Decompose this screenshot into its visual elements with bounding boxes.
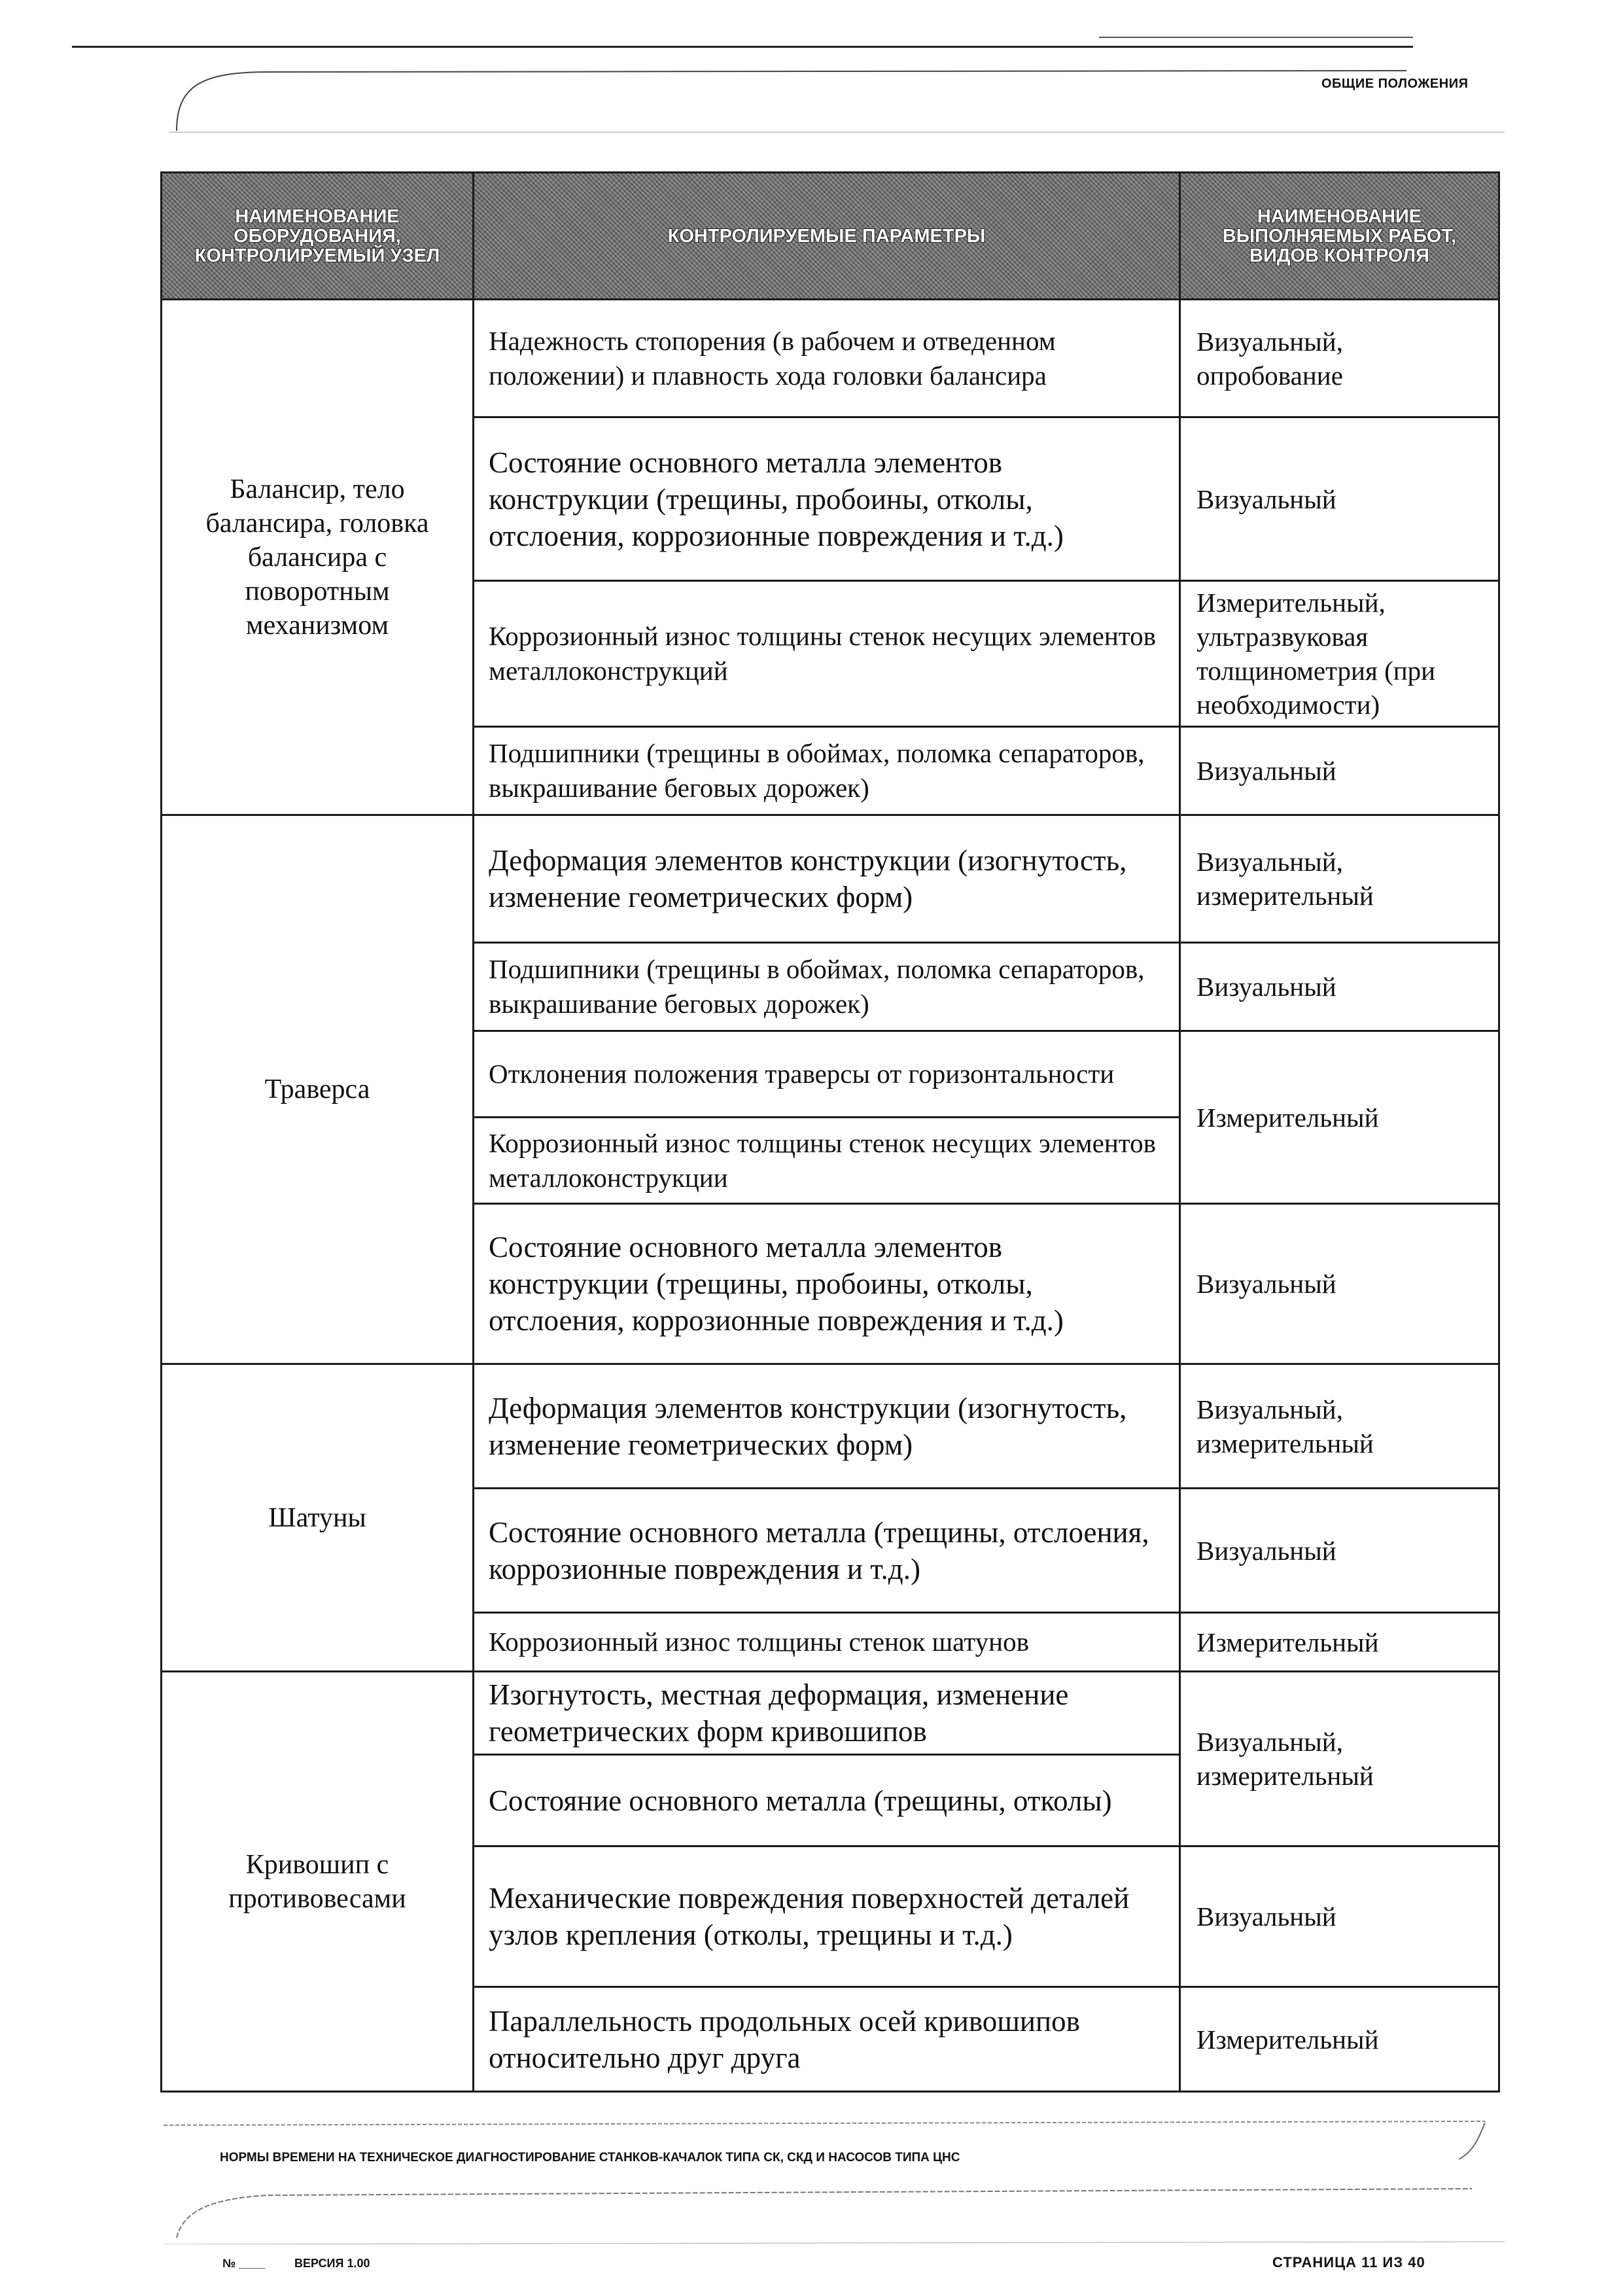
footer-frame — [164, 2113, 1505, 2244]
work-cell: Визуальный — [1180, 1846, 1499, 1987]
parameter-cell: Деформация элементов конструкции (изогнутость, изменение геометрических форм) — [474, 815, 1180, 943]
parameter-cell: Подшипники (трещины в обоймах, поломка сепараторов, выкрашивание беговых дорожек) — [474, 727, 1180, 815]
work-cell: Визуальный — [1180, 417, 1499, 581]
table-row — [162, 1672, 1499, 1755]
column-header-parameters: КОНТРОЛИРУЕМЫЕ ПАРАМЕТРЫ — [474, 173, 1180, 300]
table-row — [162, 815, 1499, 943]
parameter-cell: Коррозионный износ толщины стенок несущих элементов металлоконструкций — [474, 581, 1180, 727]
parameter-cell: Отклонения положения траверсы от горизонтальности — [474, 1031, 1180, 1118]
work-cell: Визуальный, измерительный — [1180, 1672, 1499, 1846]
header-rule-thin — [1099, 37, 1413, 38]
parameter-cell: Изогнутость, местная деформация, изменение геометрических форм кривошипов — [474, 1672, 1180, 1755]
work-cell: Визуальный, измерительный — [1180, 815, 1499, 943]
parameter-cell: Деформация элементов конструкции (изогнутость, изменение геометрических форм) — [474, 1364, 1180, 1489]
footer-page-info: СТРАНИЦА 11 ИЗ 40 — [1272, 2254, 1425, 2270]
table-row — [162, 300, 1499, 417]
footer-version: ВЕРСИЯ 1.00 — [294, 2257, 370, 2270]
header-rule — [72, 46, 1413, 48]
parameter-cell: Состояние основного металла (трещины, отслоения, коррозионные повреждения и т.д.) — [474, 1489, 1180, 1613]
parameter-cell: Состояние основного металла (трещины, отколы) — [474, 1755, 1180, 1846]
work-cell: Измерительный — [1180, 1031, 1499, 1204]
parameter-cell: Состояние основного металла элементов конструкции (трещины, пробоины, отколы, отслоения, коррозионные повреждения и т.д.) — [474, 1204, 1180, 1364]
work-cell: Измерительный — [1180, 1987, 1499, 2092]
work-cell: Измерительный, ультразвуковая толщинометрия (при необходимости) — [1180, 581, 1499, 727]
work-cell: Визуальный — [1180, 727, 1499, 815]
parameter-cell: Параллельность продольных осей кривошипов относительно друг друга — [474, 1987, 1180, 2092]
parameter-cell: Состояние основного металла элементов конструкции (трещины, пробоины, отколы, отслоения, коррозионные повреждения и т.д.) — [474, 417, 1180, 581]
footer-document-title: НОРМЫ ВРЕМЕНИ НА ТЕХНИЧЕСКОЕ ДИАГНОСТИРОВАНИЕ СТАНКОВ-КАЧАЛОК ТИПА СК, СКД И НАСОСОВ ТИПА ЦНС — [220, 2151, 960, 2164]
work-cell: Измерительный — [1180, 1613, 1499, 1672]
work-cell: Визуальный — [1180, 1204, 1499, 1364]
node-cell: Траверса — [162, 815, 474, 1364]
node-cell: Балансир, тело балансира, головка балансира с поворотным механизмом — [162, 300, 474, 815]
header-curve — [164, 59, 1505, 137]
work-cell: Визуальный, измерительный — [1180, 1364, 1499, 1489]
parameter-cell: Коррозионный износ толщины стенок несущих элементов металлоконструкции — [474, 1118, 1180, 1204]
table-header-row — [162, 173, 1499, 300]
footer-number-label: № ____ — [222, 2257, 266, 2270]
node-cell: Шатуны — [162, 1364, 474, 1672]
node-cell: Кривошип с противовесами — [162, 1672, 474, 2092]
column-header-node: НАИМЕНОВАНИЕ ОБОРУДОВАНИЯ, КОНТРОЛИРУЕМЫЙ УЗЕЛ — [162, 173, 474, 300]
inspection-table — [160, 171, 1500, 2093]
column-header-work: НАИМЕНОВАНИЕ ВЫПОЛНЯЕМЫХ РАБОТ, ВИДОВ КОНТРОЛЯ — [1180, 173, 1499, 300]
parameter-cell: Коррозионный износ толщины стенок шатунов — [474, 1613, 1180, 1672]
table-row — [162, 1364, 1499, 1489]
parameter-cell: Надежность стопорения (в рабочем и отведенном положении) и плавность хода головки балансира — [474, 300, 1180, 417]
work-cell: Визуальный — [1180, 943, 1499, 1031]
parameter-cell: Подшипники (трещины в обоймах, поломка сепараторов, выкрашивание беговых дорожек) — [474, 943, 1180, 1031]
parameter-cell: Механические повреждения поверхностей деталей узлов крепления (отколы, трещины и т.д.) — [474, 1846, 1180, 1987]
section-title: ОБЩИЕ ПОЛОЖЕНИЯ — [1321, 77, 1469, 91]
work-cell: Визуальный — [1180, 1489, 1499, 1613]
work-cell: Визуальный, опробование — [1180, 300, 1499, 417]
